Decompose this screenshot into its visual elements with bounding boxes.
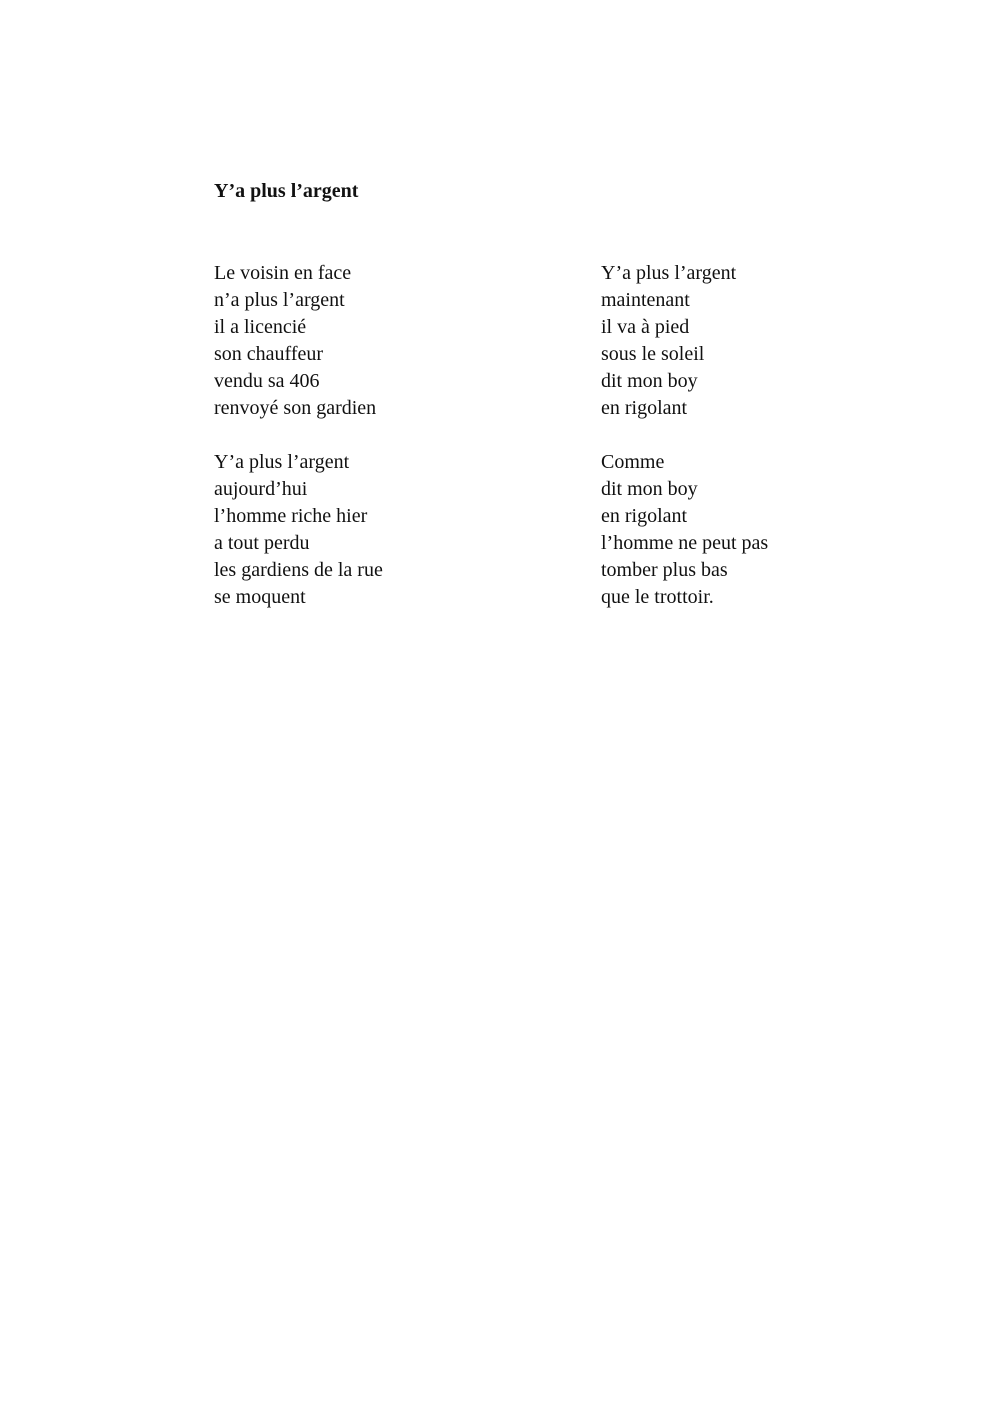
verse-line: aujourd’hui	[214, 478, 308, 500]
verse-line: il a licencié	[214, 316, 307, 338]
verse-line: Le voisin en face	[214, 262, 352, 284]
stanza-3	[601, 260, 961, 422]
verse-line: se moquent	[214, 586, 306, 608]
stanza-2	[214, 449, 574, 611]
stanza-1	[214, 260, 574, 422]
verse-line: l’homme ne peut pas	[601, 532, 769, 554]
poem-title: Y’a plus l’argent	[214, 180, 359, 202]
verse-line: Comme	[601, 451, 665, 473]
verse-line: n’a plus l’argent	[214, 289, 345, 311]
verse-line: vendu sa 406	[214, 370, 320, 392]
verse-line: Y’a plus l’argent	[214, 451, 350, 473]
stanza-4	[601, 449, 961, 611]
verse-line: en rigolant	[601, 505, 688, 527]
right-column	[601, 260, 961, 638]
verse-line: l’homme riche hier	[214, 505, 368, 527]
verse-line: renvoyé son gardien	[214, 397, 377, 419]
verse-line: que le trottoir.	[601, 586, 714, 608]
verse-line: sous le soleil	[601, 343, 705, 365]
verse-line: son chauffeur	[214, 343, 324, 365]
verse-line: a tout perdu	[214, 532, 310, 554]
verse-line: Y’a plus l’argent	[601, 262, 737, 284]
verse-line: les gardiens de la rue	[214, 559, 383, 581]
verse-line: en rigolant	[601, 397, 688, 419]
verse-line: dit mon boy	[601, 478, 698, 500]
left-column	[214, 260, 574, 638]
verse-line: dit mon boy	[601, 370, 698, 392]
verse-line: il va à pied	[601, 316, 690, 338]
verse-line: maintenant	[601, 289, 690, 311]
verse-line: tomber plus bas	[601, 559, 728, 581]
